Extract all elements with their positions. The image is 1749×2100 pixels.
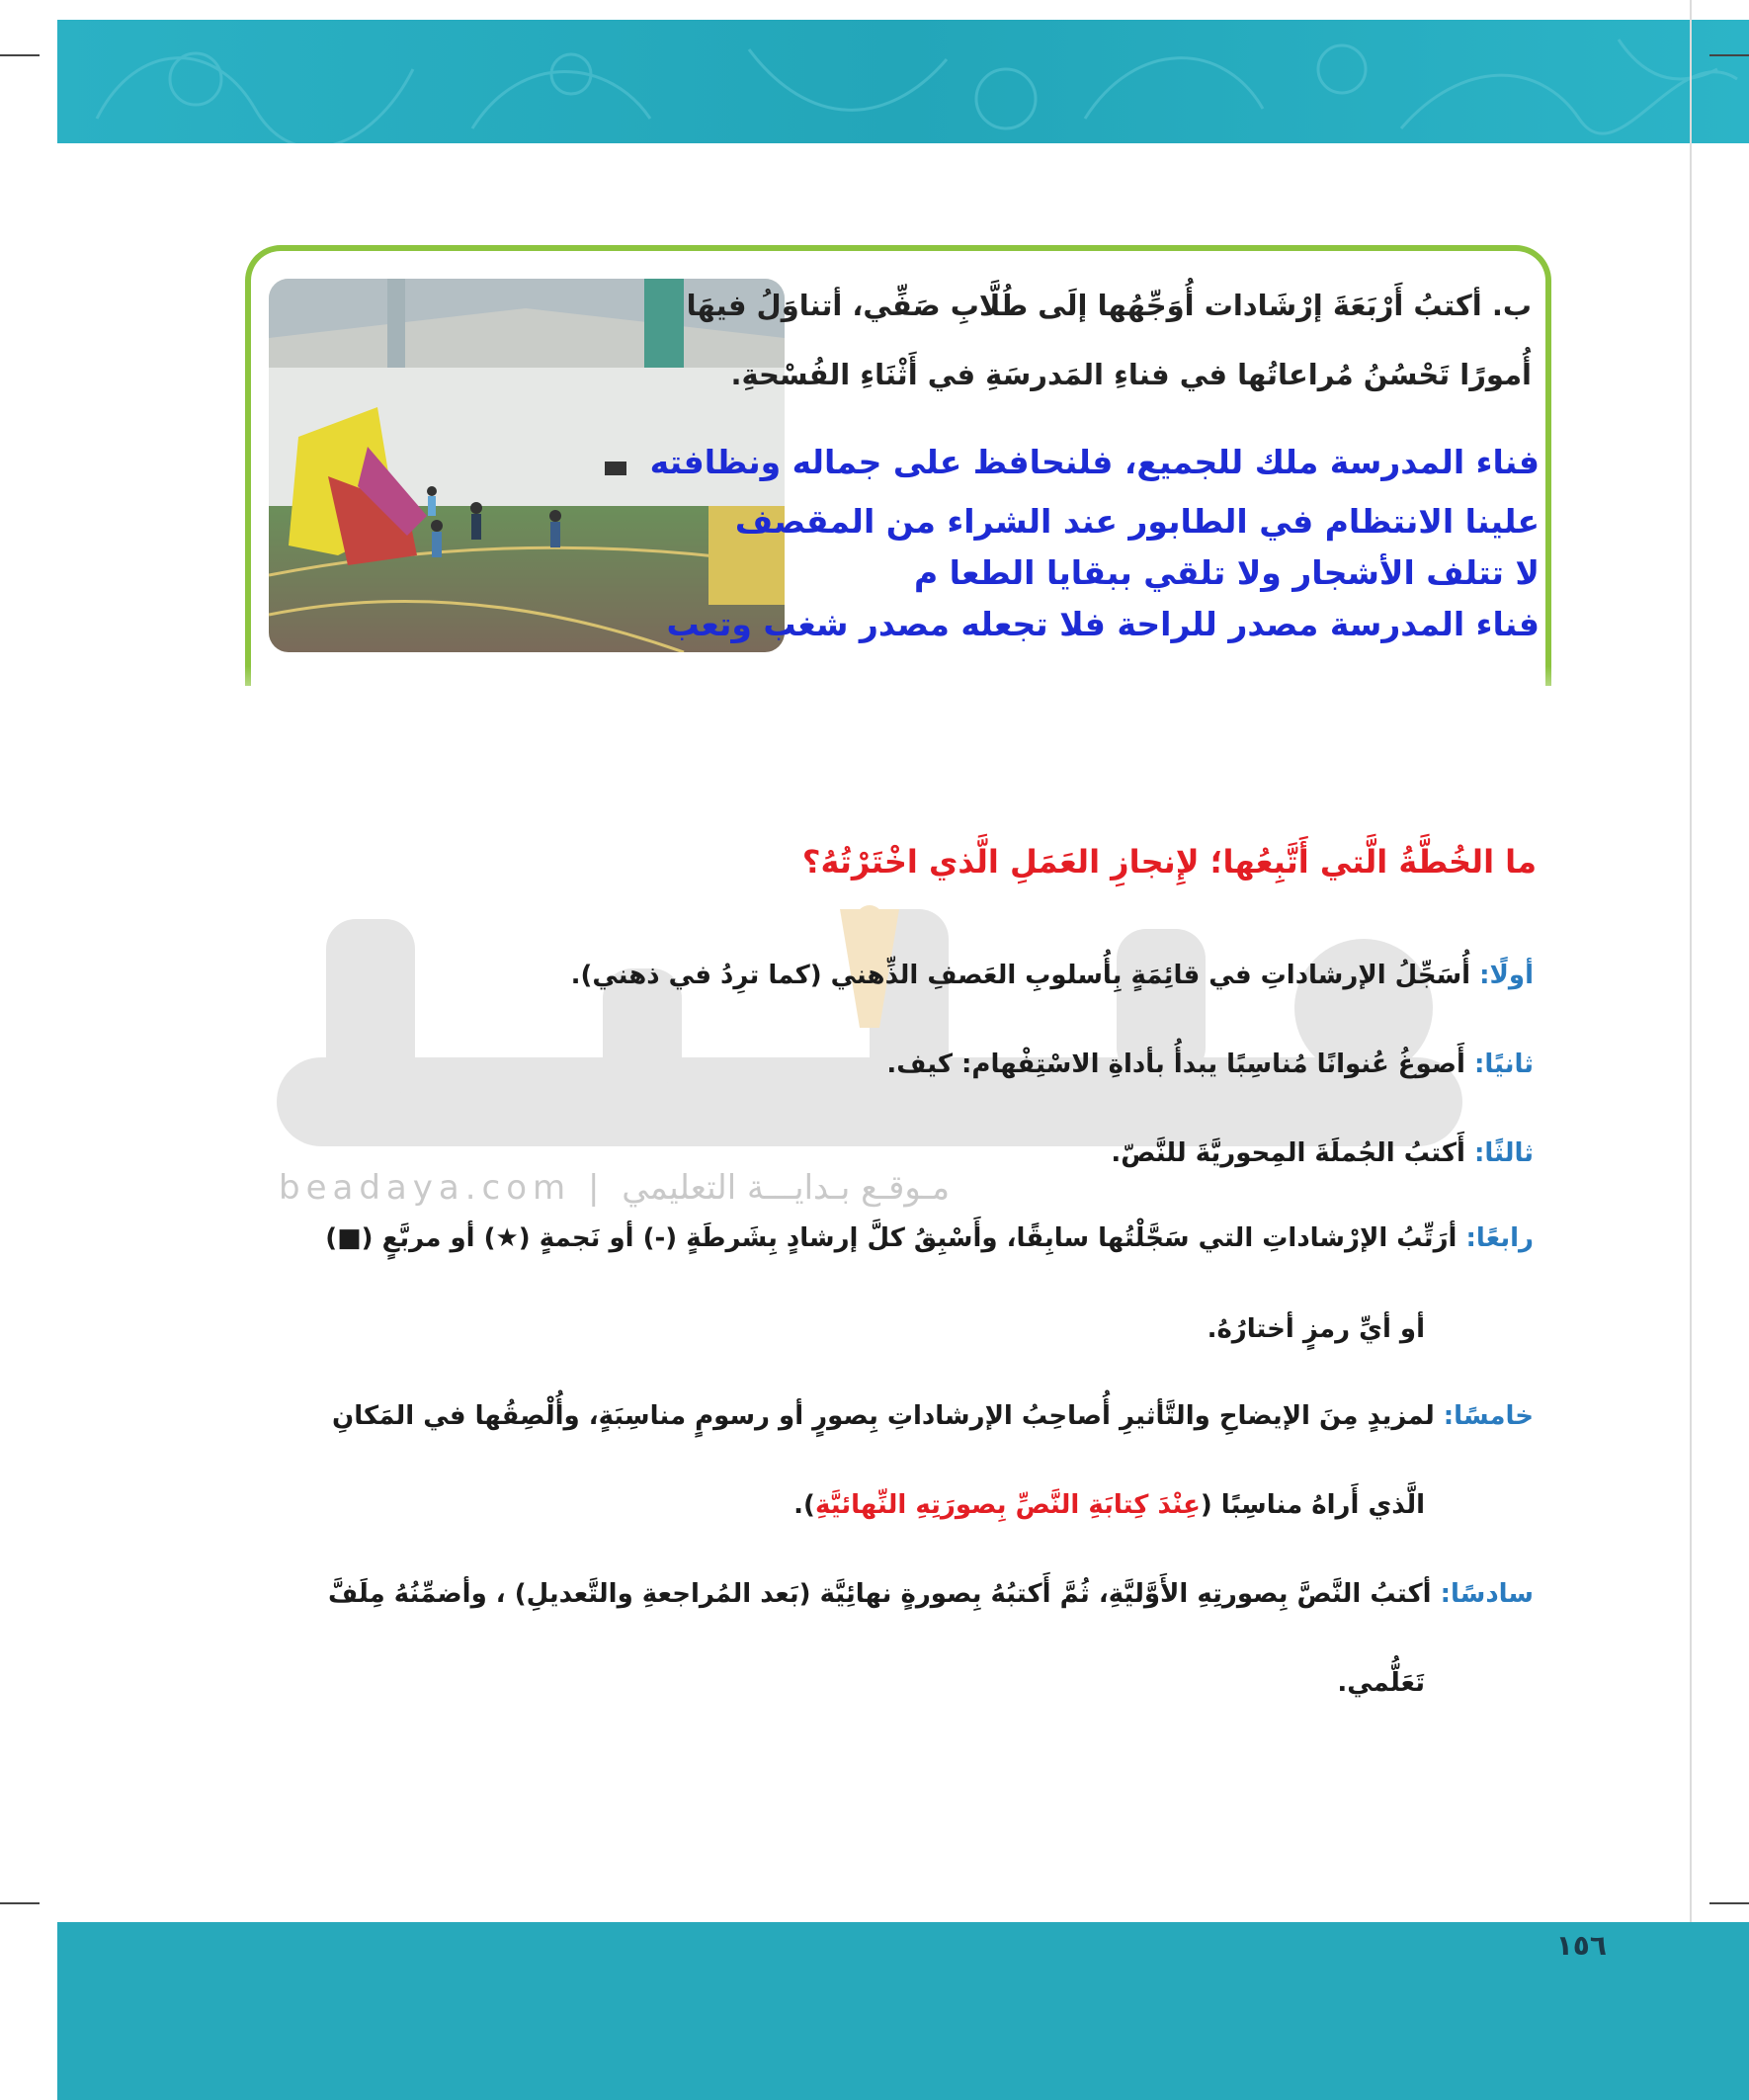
- handwritten-answer-3: لا تتلف الأشجار ولا تلقي ببقايا الطعا م: [913, 553, 1540, 592]
- step-5-highlight: عِنْدَ كِتابَةِ النَّصِّ بِصورَتِهِ النِّهائيَّةِ: [814, 1490, 1201, 1520]
- step-text: أرَتِّبُ الإرْشاداتِ التي سَجَّلْتُها سابِقًا، وأَسْبِقُ كلَّ إرشادٍ بِشَرطَةٍ (-) أو نَجمةٍ (★) أو مربَّعٍ (■): [325, 1223, 1466, 1253]
- step-2: [886, 1050, 1534, 1079]
- step-text: أَصوغُ عُنوانًا مُناسِبًا يبدأُ بأداةِ الاسْتِفْهام: كيف.: [886, 1050, 1474, 1079]
- task-instruction-line1: ب. أكتبُ أَرْبَعَةَ إرْشَادات أُوَجِّهُها إلَى طُلَّابِ صَفِّي، أتناوَلُ فيهَا: [686, 289, 1532, 322]
- plan-question: ما الخُطَّةُ الَّتي أَتَّبِعُها؛ لإِنجازِ العَمَلِ الَّذي اخْتَرْتُهُ؟: [801, 843, 1537, 881]
- handwritten-answer-2: علينا الانتظام في الطابور عند الشراء من المقصف: [734, 502, 1540, 541]
- step-5-continuation-post: ).: [793, 1490, 815, 1520]
- bottom-banner: [57, 1922, 1749, 2100]
- handwritten-answer-4: فناء المدرسة مصدر للراحة فلا تجعله مصدر شغب وتعب: [666, 605, 1540, 643]
- top-banner: [57, 20, 1749, 143]
- arabesque-pattern: [57, 20, 1749, 143]
- step-label: سادسًا:: [1440, 1579, 1534, 1609]
- step-label: ثانيًا:: [1473, 1050, 1534, 1079]
- step-4-continuation: أو أيِّ رمزٍ أختارُهُ.: [1207, 1314, 1425, 1344]
- step-1: [571, 961, 1534, 990]
- page-number: ١٥٦: [1555, 1929, 1607, 1962]
- crop-mark: [0, 1902, 40, 1904]
- step-3: [1111, 1138, 1534, 1168]
- crop-mark: [1709, 54, 1749, 56]
- step-label: رابعًا:: [1465, 1223, 1534, 1253]
- handwritten-answer-1: فناء المدرسة ملك للجميع، فلنحافظ على جماله ونظافته: [649, 443, 1540, 481]
- page-edge-rule: [1690, 0, 1692, 2100]
- task-instruction-line2: أُمورًا تَحْسُنُ مُراعاتُها في فناءِ المَدرسَةِ في أَثْنَاءِ الفُسْحةِ.: [730, 358, 1532, 391]
- step-text: أُسَجِّلُ الإرشاداتِ في قائِمَةٍ بِأُسلوبِ العَصفِ الذِّهني (كما ترِدُ في ذهني).: [570, 961, 1480, 990]
- step-label: خامسًا:: [1443, 1401, 1534, 1431]
- step-label: أولًا:: [1479, 961, 1534, 990]
- step-text: أكتبُ النَّصَّ بِصورتِهِ الأَوَّليَّةِ، ثُمَّ أَكتبُهُ بِصورةٍ نهائِيَّة (بَعد المُراجعةِ والتَّعديلِ) ، وأضمِّنُهُ مِلَفَّ: [328, 1579, 1441, 1609]
- step-5: [332, 1401, 1534, 1431]
- step-6-continuation: تَعَلُّمي.: [1337, 1668, 1425, 1698]
- watermark-caption: beadaya.com | مـوقـع بـدايـــة التعليمي: [279, 1168, 951, 1208]
- step-4: [325, 1223, 1534, 1253]
- step-text: لمزيدٍ مِنَ الإيضاحِ والتَّأثيرِ أُصاحِبُ الإرشاداتِ بِصورٍ أو رسومٍ مناسِبَةٍ، وأُلْصِقُها في المَكانِ: [332, 1401, 1444, 1431]
- step-label: ثالثًا:: [1473, 1138, 1534, 1168]
- step-6: [328, 1579, 1534, 1609]
- step-5-continuation-pre: الَّذي أَراهُ مناسِبًا (: [1200, 1490, 1425, 1520]
- step-5-continuation: [793, 1490, 1425, 1520]
- step-text: أَكتبُ الجُملَةَ المِحوريَّةَ للنَّصّ.: [1111, 1138, 1474, 1168]
- crop-mark: [1709, 1902, 1749, 1904]
- crop-mark: [0, 54, 40, 56]
